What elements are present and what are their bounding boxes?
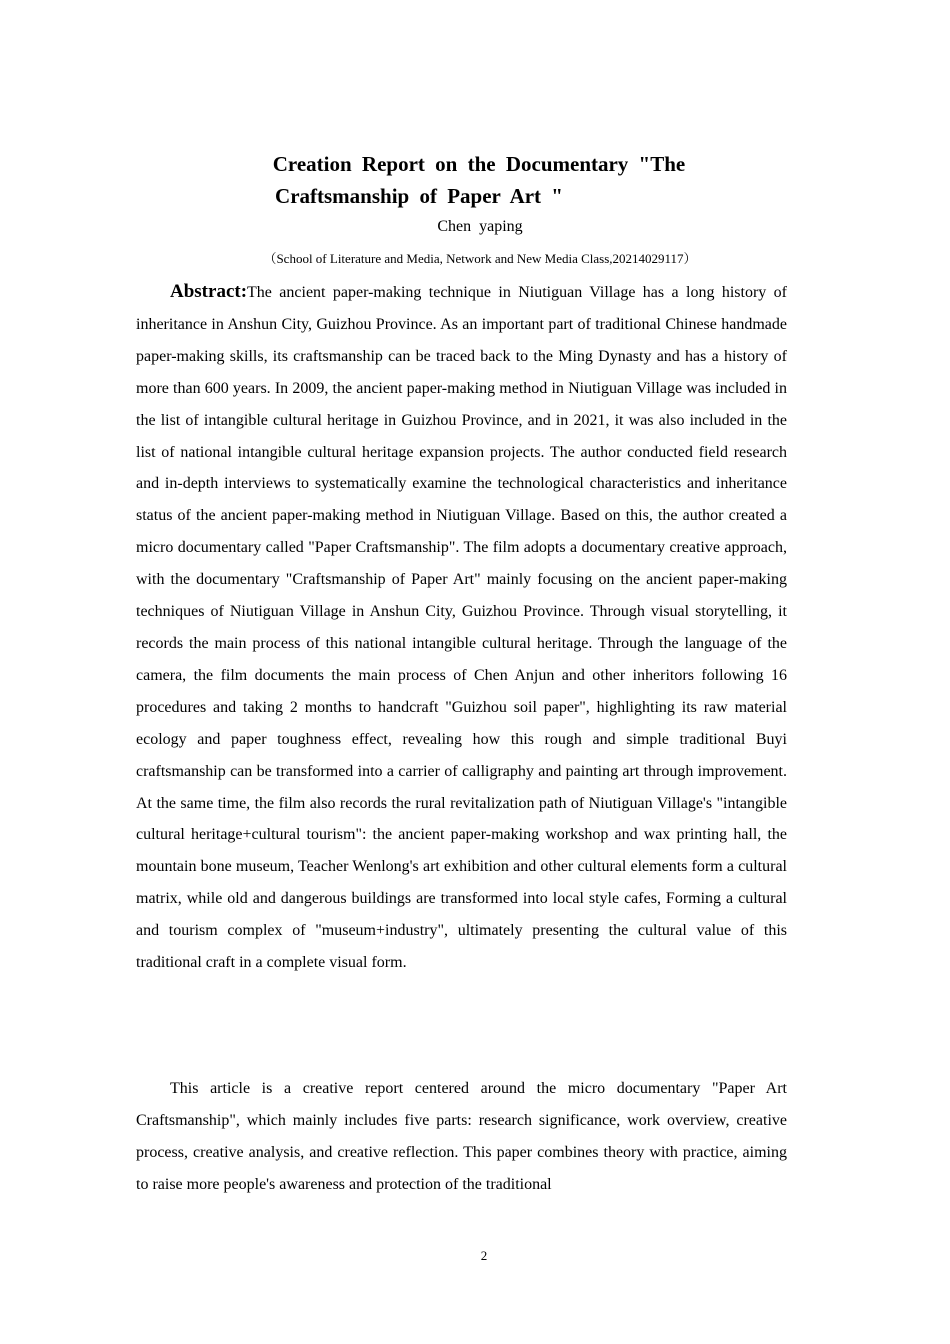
abstract-text: The ancient paper-making technique in Niutiguan Village has a long history of inheritance in Anshun City, Guizhou Province. As an important part of traditional Chinese handmade paper-making skills, its craftsmanship can be traced back to the Ming Dynasty and has a history of more than 600 years. In 2009, the ancient paper-making method in Niutiguan Village was included in the list of intangible cultural heritage in Guizhou Province, and in 2021, it was also included in the list of national intangible cultural heritage expansion projects. The author conducted field research and in-depth interviews to systematically examine the technological characteristics and inheritance status of the ancient paper-making method in Niutiguan Village. Based on this, the author created a micro documentary called "Paper Craftsmanship". The film adopts a documentary creative approach, with the documentary "Craftsmanship of Paper Art" mainly focusing on the ancient paper-making techniques of Niutiguan Village in Anshun City, Guizhou Province. Through visual storytelling, it records the main process of this national intangible cultural heritage. Through the language of the camera, the film documents the main process of Chen Anjun and other inheritors following 16 procedures and taking 2 months to handcraft "Guizhou soil paper", highlighting its raw material ecology and paper toughness effect, revealing how this rough and simple traditional Buyi craftsmanship can be transformed into a carrier of calligraphy and painting art through improvement. At the same time, the film also records the rural revitalization path of Niutiguan Village's "intangible cultural heritage+cultural tourism": the ancient paper-making workshop and wax printing hall, the mountain bone museum, Teacher Wenlong's art exhibition and other cultural elements form a cultural matrix, while old and dangerous buildings are transformed into local style cafes, Forming a cultural and tourism complex of "museum+industry", ultimately presenting the cultural value of this traditional craft in a complete visual form. bbox=[136, 284, 787, 972]
abstract-paragraph bbox=[136, 276, 787, 979]
abstract-label: Abstract: bbox=[170, 281, 248, 302]
author-affiliation: （School of Literature and Media, Network and New Media Class,20214029117） bbox=[263, 251, 697, 266]
paper-title-line-2: Craftsmanship of Paper Art " bbox=[275, 184, 563, 208]
paper-title-line-1: Creation Report on the Documentary "The bbox=[272, 152, 686, 176]
page-number: 2 bbox=[480, 1248, 488, 1263]
author-name: Chen yaping bbox=[437, 218, 523, 235]
body-paragraph: This article is a creative report centered around the micro documentary "Paper Art Craftsmanship", which mainly includes five parts: research significance, work overview, creative process, creative analysis, and creative reflection. This paper combines theory with practice, aiming to raise more people's awareness and protection of the traditional bbox=[136, 1080, 787, 1193]
